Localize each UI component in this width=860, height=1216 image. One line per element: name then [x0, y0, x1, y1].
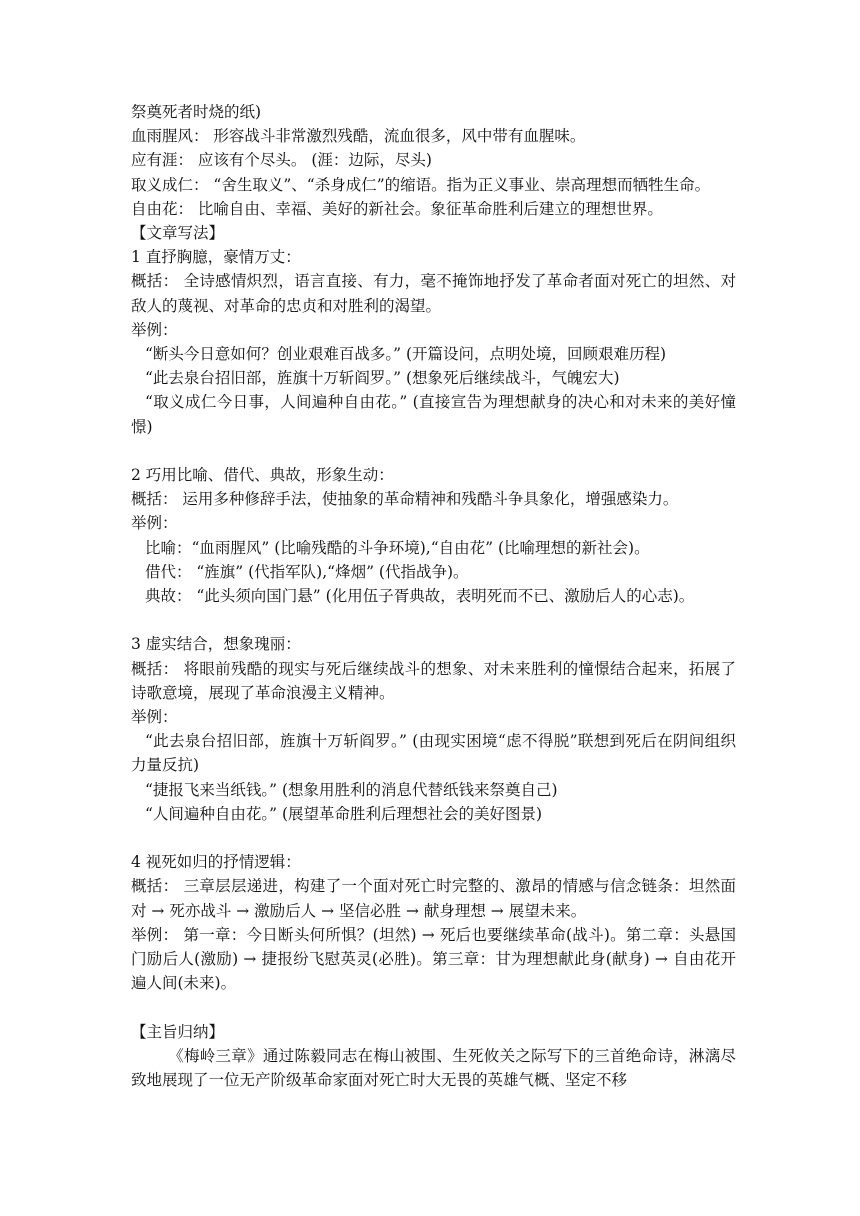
summary-paragraph: 概括： 将眼前残酷的现实与死后继续战斗的想象、对未来胜利的憧憬结合起来，拓展了诗歌意境，展现了革命浪漫主义精神。	[131, 659, 736, 702]
summary-paragraph: 概括： 三章层层递进，构建了一个面对死亡时完整的、激昂的情感与信念链条：坦然面对 → 死亦战斗 → 激励后人 → 坚信必胜 → 献身理想 → 展望未来。	[131, 877, 736, 920]
subsection-title: 4 视死如归的抒情逻辑：	[131, 853, 301, 872]
glossary-entry: 取义成仁： “舍生取义”、“杀身成仁”的缩语。指为正义事业、崇高理想而牺牲生命。	[131, 175, 711, 194]
spacer	[131, 995, 736, 1019]
example-item: “此去泉台招旧部，旌旗十万斩阎罗。” (由现实困境“虑不得脱”联想到死后在阴间组织力量反抗)	[131, 732, 736, 775]
example-item: 借代： “旌旗” (代指军队),“烽烟” (代指战争)。	[144, 562, 469, 581]
example-paragraph: 举例： 第一章：今日断头何所惧？(坦然) → 死后也要继续革命(战斗)。第二章：头悬国门励后人(激励) → 捷报纷飞慰英灵(必胜)。第三章：甘为理想献此身(献身) → 自由花开遍人间(未来)。	[131, 925, 736, 993]
example-item: “断头今日意如何？创业艰难百战多。” (开篇设问，点明处境，回顾艰难历程)	[144, 345, 667, 364]
example-item: “取义成仁今日事，人间遍种自由花。” (直接宣告为理想献身的决心和对未来的美好憧憬)	[131, 393, 736, 436]
subsection-title: 2 巧用比喻、借代、典故，形象生动：	[131, 466, 394, 485]
glossary-entry: 应有涯： 应该有个尽头。 (涯：边际，尽头)	[131, 151, 432, 170]
spacer	[131, 826, 736, 850]
section-heading: 【主旨归纳】	[131, 1022, 225, 1041]
example-label: 举例：	[131, 514, 178, 533]
example-label: 举例：	[131, 708, 178, 727]
text-line: 祭奠死者时烧的纸)	[131, 103, 262, 121]
glossary-entry: 自由花： 比喻自由、幸福、美好的新社会。象征革命胜利后建立的理想世界。	[131, 199, 663, 218]
summary-paragraph: 概括： 运用多种修辞手法，使抽象的革命精神和残酷斗争具象化，增强感染力。	[131, 490, 679, 509]
example-item: “捷报飞来当纸钱。” (想象用胜利的消息代替纸钱来祭奠自己)	[144, 780, 558, 799]
example-item: “人间遍种自由花。” (展望革命胜利后理想社会的美好图景)	[144, 804, 543, 823]
glossary-entry: 血雨腥风： 形容战斗非常激烈残酷，流血很多，风中带有血腥味。	[131, 127, 586, 146]
example-item: “此去泉台招旧部，旌旗十万斩阎罗。” (想象死后继续战斗，气魄宏大)	[144, 369, 620, 388]
spacer	[131, 439, 736, 463]
subsection-title: 1 直抒胸臆，豪情万丈：	[131, 248, 301, 267]
example-item: 比喻：“血雨腥风” (比喻残酷的斗争环境),“自由花” (比喻理想的新社会)。	[144, 538, 650, 557]
document-body	[131, 100, 736, 1092]
example-label: 举例：	[131, 320, 178, 339]
spacer	[131, 608, 736, 632]
example-item: 典故： “此头须向国门悬” (化用伍子胥典故，表明死而不已、激励后人的心志)。	[144, 587, 695, 606]
subsection-title: 3 虚实结合，想象瑰丽：	[131, 635, 301, 654]
theme-paragraph: 《梅岭三章》通过陈毅同志在梅山被围、生死攸关之际写下的三首绝命诗，淋漓尽致地展现了一位无产阶级革命家面对死亡时大无畏的英雄气概、坚定不移	[131, 1046, 736, 1090]
summary-paragraph: 概括： 全诗感情炽烈，语言直接、有力，毫不掩饰地抒发了革命者面对死亡的坦然、对敌人的蔑视、对革命的忠贞和对胜利的渴望。	[131, 272, 736, 315]
section-heading: 【文章写法】	[131, 224, 225, 243]
